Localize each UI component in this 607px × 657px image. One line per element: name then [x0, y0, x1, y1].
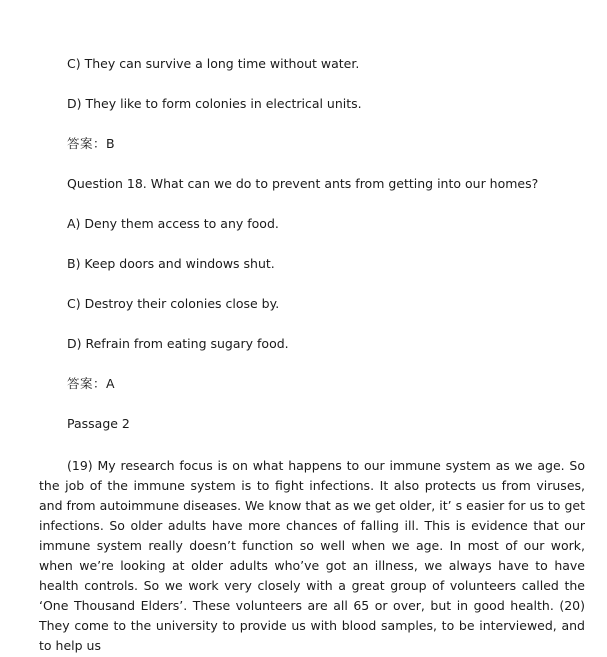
passage-body-text: (19) My research focus is on what happens to our immune system as we age. So the job of the immune system is to fight infections. It also protects us from viruses, and from autoimmune diseases. We know that as we get older, it’ s easier for us to get infections. So older adults have more chances of falling ill. This is evidence that our immune system really doesn’t function so well when we age. In most of our work, when we’re looking at older adults who’ve got an illness, we always have to have health controls. So we work very closely with a great group of volunteers called the ‘One Thousand Elders’. These volunteers are all 65 or over, but in good health. (20) They come to the university to provide us with blood samples, to be interviewed, and to help us [39, 458, 585, 653]
q18-option-b: B) Keep doors and windows shut. [67, 256, 275, 271]
q17-option-c: C) They can survive a long time without water. [67, 56, 360, 71]
q18-option-a: A) Deny them access to any food. [67, 216, 279, 231]
passage-heading: Passage 2 [67, 416, 130, 431]
q18-option-d: D) Refrain from eating sugary food. [67, 336, 289, 351]
q18-option-c: C) Destroy their colonies close by. [67, 296, 280, 311]
passage-paragraph [39, 456, 585, 656]
q17-option-d: D) They like to form colonies in electrical units. [67, 96, 362, 111]
q18-question: Question 18. What can we do to prevent ants from getting into our homes? [67, 176, 539, 191]
q17-answer: 答案：B [67, 136, 116, 151]
q18-answer: 答案：A [67, 376, 116, 391]
